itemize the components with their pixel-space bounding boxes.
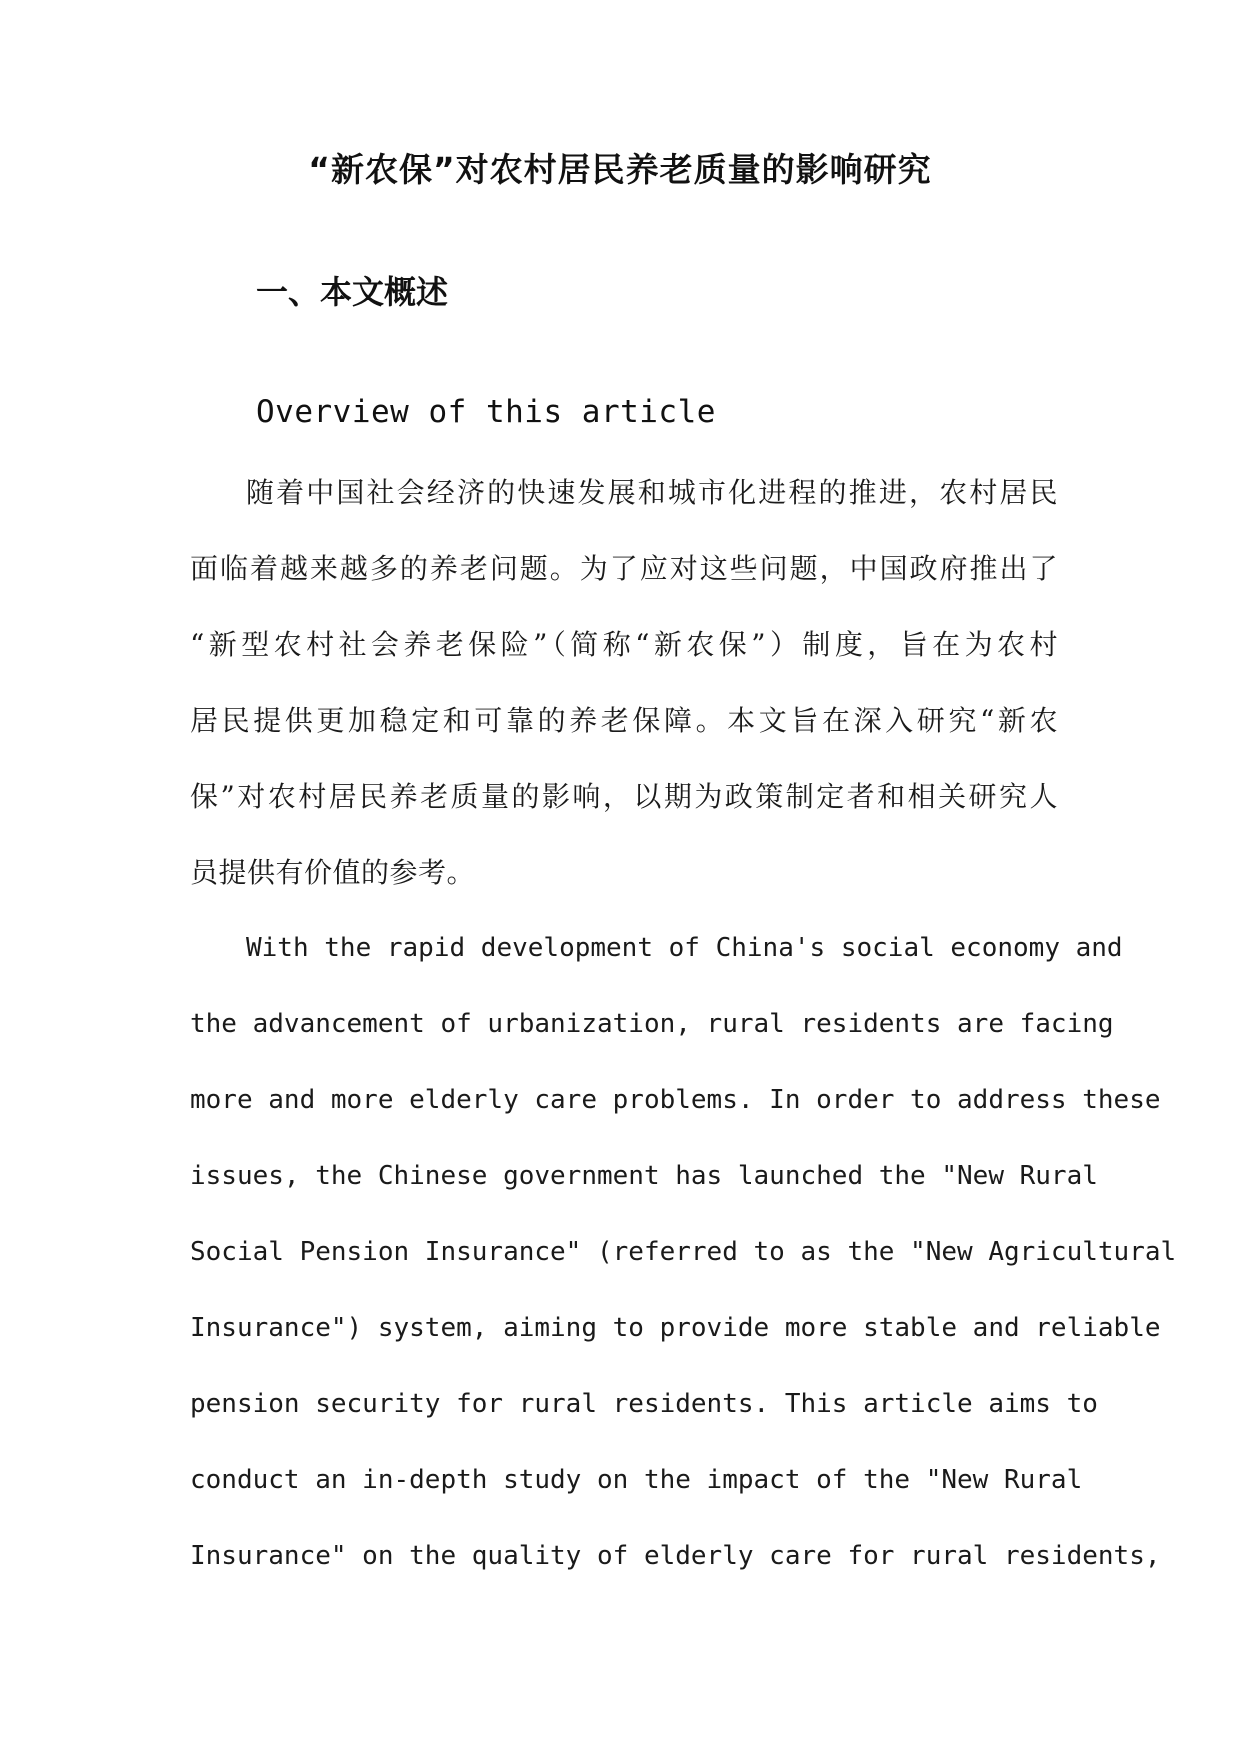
- paragraph-line: more and more elderly care problems. In order to address these: [190, 1085, 1161, 1115]
- paragraph-line: 员提供有价值的参考。: [190, 856, 476, 889]
- section-heading: 一、本文概述: [256, 273, 449, 311]
- paragraph-line: Insurance" on the quality of elderly care for rural residents,: [190, 1541, 1161, 1571]
- paragraph-line: With the rapid development of China's social economy and: [246, 933, 1123, 963]
- paragraph-line: 居民提供更加稳定和可靠的养老保障。本文旨在深入研究“新农: [190, 704, 1058, 737]
- section-heading-english: Overview of this article: [256, 394, 716, 430]
- paragraph-line: Social Pension Insurance" (referred to as the "New Agricultural: [190, 1237, 1177, 1267]
- paragraph-line: pension security for rural residents. This article aims to: [190, 1389, 1098, 1419]
- paragraph-line: 随着中国社会经济的快速发展和城市化进程的推进，农村居民: [246, 476, 1058, 509]
- paragraph-chinese: [190, 455, 1058, 911]
- paragraph-line: Insurance") system, aiming to provide more stable and reliable: [190, 1313, 1161, 1343]
- paragraph-line: “新型农村社会养老保险”（简称“新农保”）制度，旨在为农村: [190, 628, 1058, 661]
- document-title: “新农保”对农村居民养老质量的影响研究: [308, 150, 932, 189]
- paragraph-line: 保”对农村居民养老质量的影响，以期为政策制定者和相关研究人: [190, 780, 1058, 813]
- paragraph-line: conduct an in-depth study on the impact of the "New Rural: [190, 1465, 1083, 1495]
- paragraph-english: [190, 910, 1177, 1594]
- paragraph-line: the advancement of urbanization, rural residents are facing: [190, 1009, 1114, 1039]
- paragraph-line: issues, the Chinese government has launched the "New Rural: [190, 1161, 1098, 1191]
- paragraph-line: 面临着越来越多的养老问题。为了应对这些问题，中国政府推出了: [190, 552, 1058, 585]
